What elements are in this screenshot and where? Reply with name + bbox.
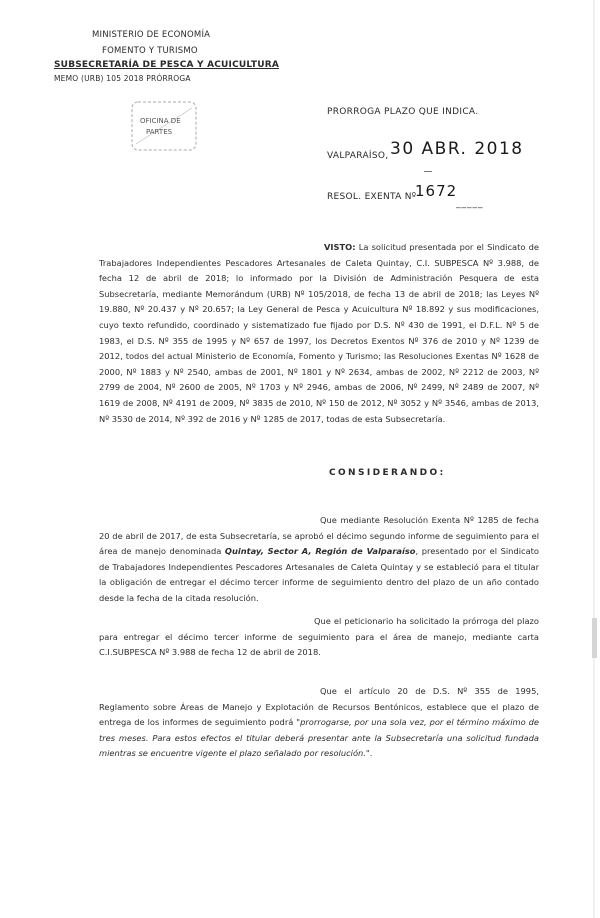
resolution-number: 1672: [415, 182, 458, 200]
office-stamp: [130, 100, 198, 152]
place-label: VALPARAÍSO,: [327, 151, 389, 161]
resolution-label: RESOL. EXENTA Nº: [327, 192, 417, 202]
document-date: 30 ABR. 2018: [390, 139, 524, 159]
memo-reference: MEMO (URB) 105 2018 PRÓRROGA: [54, 74, 191, 83]
ministry-name: MINISTERIO DE ECONOMÍA: [92, 30, 211, 40]
c3-text-c: .: [369, 748, 373, 759]
c3-quote: "prorrogarse, por una sola vez, por el término máximo de tres meses. Para estos efectos el titular deberá presentar ante la Subsecretaría una solicitud fundada mientras se encuentre vigente el plazo señalado por resolución.": [99, 717, 539, 759]
stamp-text-1: OFICINA DE: [140, 117, 181, 125]
visto-label: VISTO:: [324, 242, 356, 252]
considerando-heading: CONSIDERANDO:: [329, 468, 446, 478]
document-subject: PRORROGA PLAZO QUE INDICA.: [327, 107, 479, 117]
visto-text: La solicitud presentada por el Sindicato de Trabajadores Independientes Pescadores Artesanales de Caleta Quintay, C.I. SUBPESCA Nº 3.988, de fecha 12 de abril de 2018; lo informado por la División de Administración Pesquera de esta Subsecretaría, mediante Memorándum (URB) Nº 105/2018, de fecha 13 de abril de 2018; las Leyes Nº 19.880, Nº 20.437 y Nº 20.657; la Ley General de Pesca y Acuicultura Nº 18.892 y sus modificaciones, cuyo texto refundido, coordinado y sistematizado fue fijado por D.S. Nº 430 de 1991, el D.F.L. Nº 5 de 1983, el D.S. Nº 355 de 1995 y Nº 657 de 1997, los Decretos Exentos Nº 376 de 2010 y Nº 1239 de 2012, todos del actual Ministerio de Economía, Fomento y Turismo; las Resoluciones Exentas Nº 1628 de 2000, Nº 1883 y Nº 2540, ambas de 2001, Nº 1801 y Nº 2634, ambas de 2002, Nº 2212 de 2003, Nº 2799 de 2004, Nº 2600 de 2005, Nº 1703 y Nº 2946, ambas de 2006, Nº 2499, Nº 2489 de 2007, Nº 1619 de 2008, Nº 4191 de 2009, Nº 3835 de 2010, Nº 150 de 2012, Nº 3052 y Nº 3546, ambas de 2013, Nº 3530 de 2014, Nº 392 de 2016 y Nº 1285 de 2017, todas de esta Subsecretaría.: [99, 242, 540, 424]
scan-edge-marks: [586, 0, 600, 918]
resolution-blank-line: _____: [456, 199, 484, 209]
c3-text-a: Que el artículo 20 de D.S. Nº 355 de 1995, Reglamento sobre Áreas de Manejo y Explotación de Recursos Bentónicos, establece que el plazo de entrega de los informes de seguimiento podrá: [99, 686, 539, 728]
c1-text-c: , presentado por el Sindicato de Trabajadores Independientes Pescadores Artesanales de Caleta Quintay y se estableció para el titular la obligación de entregar el décimo tercer informe de seguimiento dentro del plazo de un año contado desde la fecha de la citada resolución.: [99, 546, 539, 603]
considerando-paragraph-3: [99, 684, 539, 762]
subsecretaria-name: SUBSECRETARÍA DE PESCA Y ACUICULTURA: [54, 60, 280, 70]
c1-text-a: Que mediante Resolución Exenta Nº 1285 de fecha 20 de abril de 2017, de esta Subsecretaría, se aprobó el décimo segundo informe de seguimiento para el área de manejo denominada: [99, 515, 539, 557]
stamp-text-2: PARTES: [146, 128, 173, 136]
stamp-graphic: [130, 100, 198, 152]
c1-area-name: Quintay, Sector A, Región de Valparaíso: [224, 546, 416, 557]
visto-paragraph: [99, 240, 539, 427]
considerando-paragraph-1: [99, 513, 539, 607]
date-underline-mark: [424, 171, 432, 172]
considerando-paragraph-2: Que el peticionario ha solicitado la prórroga del plazo para entregar el décimo tercer informe de seguimiento para el área de manejo, mediante carta C.I.SUBPESCA Nº 3.988 de fecha 12 de abril de 2018.: [99, 616, 539, 658]
ministry-subtitle: FOMENTO Y TURISMO: [102, 46, 198, 56]
